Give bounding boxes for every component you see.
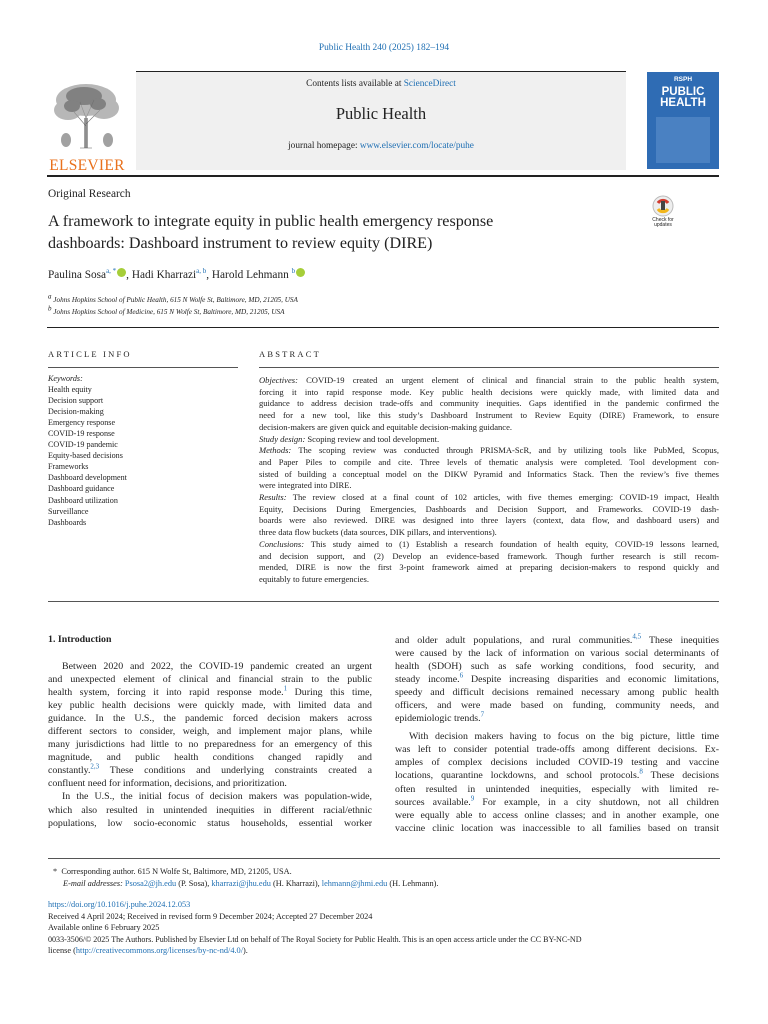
article-info-rule <box>48 367 238 368</box>
text-line <box>48 817 372 830</box>
abstract-section-label: Conclusions: <box>259 538 305 549</box>
text-line <box>395 796 719 809</box>
abstract-line-text: Equity, Decisions During Emergencies, Dashboards and Decision Support, and Frameworks. COVID-19 dash- <box>259 503 719 514</box>
affiliation-a-text: Johns Hopkins School of Public Health, 615 N Wolfe St, Baltimore, MD, 21205, USA <box>53 296 298 304</box>
keyword-item: COVID-19 pandemic <box>48 440 118 450</box>
cover-society: RSPH <box>673 76 693 83</box>
homepage-prefix: journal homepage: <box>288 141 360 151</box>
text-segment: often resulted in unintended inequities, especially with limited re- <box>395 783 719 795</box>
citation-ref[interactable]: 2,3 <box>90 763 100 772</box>
email-kharrazi[interactable]: kharrazi@jhu.edu <box>211 879 271 888</box>
abstract-line <box>259 445 719 457</box>
text-segment: locations, quarantine lockdowns, and school protocols. <box>395 770 640 782</box>
email-sosa[interactable]: Psosa2@jh.edu <box>124 879 177 888</box>
text-segment: magnitude, and public health conditions changed rapidly and <box>48 752 372 764</box>
text-line <box>395 809 719 822</box>
email-kharrazi-owner: (H. Kharrazi), <box>270 879 322 888</box>
publication-info <box>48 899 720 957</box>
text-segment: These conditions and underlying constraints created a <box>99 765 372 777</box>
text-line <box>395 660 719 673</box>
abstract-bottom-rule <box>48 601 719 602</box>
keyword-item: Decision support <box>48 396 104 406</box>
keyword-item: Dashboard guidance <box>48 484 115 494</box>
abstract-line-text: guidance to address decision trade-offs and community inequities. Gaps identified in the pandemic confirmed the <box>259 398 719 409</box>
abstract-line <box>259 539 719 551</box>
journal-header-box <box>136 71 626 170</box>
text-segment: Despite increasing disparities and economic limitations, <box>463 674 719 686</box>
text-line <box>48 725 372 738</box>
citation-ref[interactable]: 6 <box>459 671 464 680</box>
citation-ref[interactable]: 8 <box>639 768 643 777</box>
license-line <box>48 945 720 957</box>
cover-graphic <box>656 117 710 163</box>
text-line <box>48 673 372 686</box>
abstract-body <box>259 375 719 586</box>
text-segment: guidance. In the U.S., the pandemic forced decision makers across <box>48 713 372 725</box>
text-line <box>395 673 719 686</box>
text-line <box>48 790 372 803</box>
author-list <box>48 268 305 281</box>
text-segment: confluent need for information, decisions, and prioritization. <box>48 778 287 790</box>
text-line <box>395 686 719 699</box>
homepage-link[interactable]: www.elsevier.com/locate/puhe <box>359 141 474 151</box>
check-updates-line-1: Check for <box>652 217 674 223</box>
text-line <box>48 660 372 673</box>
abstract-line <box>259 515 719 527</box>
journal-cover <box>647 72 719 169</box>
citation-ref[interactable]: 1 <box>283 684 288 693</box>
article-type: Original Research <box>48 188 131 200</box>
corresponding-author-note <box>53 866 292 878</box>
affiliation-b <box>48 304 298 319</box>
abstract-line-text: sisted of building a conceptual model on the DIKW Pyramid and Informatics Stack. Then the review’s five themes <box>259 468 719 479</box>
asterisk-mark: * <box>53 867 58 876</box>
abstract-section-label: Results: <box>259 492 287 503</box>
email-addresses <box>63 878 438 890</box>
journal-citation[interactable]: Public Health 240 (2025) 182–194 <box>318 43 450 53</box>
text-segment: amples of complex decisions included COVID-19 testing and vaccine <box>395 757 719 769</box>
elsevier-wordmark: ELSEVIER <box>49 157 125 174</box>
check-for-updates-badge[interactable] <box>647 195 679 231</box>
abstract-line-text: boards were also reviewed. DIRE was designed into three layers (context, data flow, and dashboard users) and <box>259 515 719 526</box>
abstract-line <box>259 551 719 563</box>
orcid-icon[interactable] <box>117 268 126 277</box>
abstract-line-text: need for a new tool, like this study’s Dashboard Instrument to Review Equity (DIRE) Framework, to ensure <box>259 410 719 421</box>
author-sosa[interactable]: Paulina Sosa <box>48 269 107 281</box>
elsevier-logo <box>46 78 128 174</box>
keyword-list <box>48 384 238 528</box>
text-line <box>395 699 719 712</box>
contents-prefix: Contents lists available at <box>306 79 404 89</box>
text-line <box>395 769 719 782</box>
orcid-icon[interactable] <box>296 268 305 277</box>
text-line <box>48 804 372 817</box>
article-info-heading: ARTICLE INFO <box>48 349 132 359</box>
abstract-line-text: three data flow buckets (data sources, DIK pillars, and interventions). <box>259 527 497 538</box>
abstract-section-label: Study design: <box>259 433 306 444</box>
author-kharrazi-affil[interactable]: a, b <box>196 267 207 276</box>
text-segment: speedy and difficult decisions remained necessary among public health <box>395 687 719 699</box>
text-segment: and older adult populations, and rural communities. <box>395 635 633 646</box>
received-dates: Received 4 April 2024; Received in revised form 9 December 2024; Accepted 27 December 2024 <box>48 911 373 921</box>
text-line <box>395 647 719 660</box>
text-segment: With decision makers having to focus on the big picture, little time <box>409 731 719 743</box>
elsevier-tree-icon <box>46 78 128 150</box>
doi-link[interactable]: https://doi.org/10.1016/j.puhe.2024.12.053 <box>48 900 191 909</box>
check-updates-icon <box>652 195 674 217</box>
email-sosa-owner: (P. Sosa), <box>176 879 212 888</box>
license-suffix: ). <box>243 946 248 956</box>
citation-ref[interactable]: 7 <box>480 710 485 719</box>
keyword-item: Equity-based decisions <box>48 451 123 461</box>
abstract-line-text: The review closed at a final count of 102 articles, with five themes emerging: COVID-19 impact, Health <box>286 492 719 503</box>
license-link[interactable]: http://creativecommons.org/licenses/by-nc-nd/4.0/ <box>75 946 244 956</box>
abstract-line <box>259 457 719 469</box>
abstract-line-text: decision-makers are given quick and equitable decision-making guidance. <box>259 421 512 432</box>
keyword-item: Decision-making <box>48 407 104 417</box>
text-segment: were equally able to access online classes; and in another example, one <box>395 809 719 821</box>
affiliations <box>48 292 298 318</box>
abstract-line <box>259 574 719 586</box>
text-line <box>395 730 719 743</box>
abstract-line <box>259 480 719 492</box>
abstract-line <box>259 469 719 481</box>
text-segment: epidemiologic trends. <box>395 713 481 725</box>
text-segment: which also resulted in unintended inequities in different racial/ethnic <box>48 804 372 816</box>
abstract-line <box>259 398 719 410</box>
text-line <box>48 764 372 777</box>
affiliations-rule <box>47 327 719 328</box>
text-line <box>395 783 719 796</box>
keyword-item: Dashboard utilization <box>48 495 118 505</box>
text-segment: In the U.S., the initial focus of decision makers was population-wide, <box>62 791 372 803</box>
abstract-line-text: were integrated into DIRE. <box>259 480 352 491</box>
text-line <box>395 756 719 769</box>
keywords-block <box>48 373 238 528</box>
abstract-line <box>259 492 719 504</box>
citation-ref[interactable]: 4,5 <box>632 632 642 641</box>
abstract-line-text: The scoping review was conducted through PRISMA-ScR, and by utilizing tools like PubMed, Scopus, <box>291 445 719 456</box>
keyword-item: Frameworks <box>48 462 89 472</box>
affiliation-a-label: a <box>48 292 52 301</box>
text-segment: Between 2020 and 2022, the COVID-19 pandemic created an urgent <box>62 661 372 672</box>
abstract-line <box>259 527 719 539</box>
text-segment: different sectors to consider, weigh, and implement major plans, while <box>48 726 372 738</box>
abstract-line <box>259 387 719 399</box>
abstract-line-text: and Paper Piles to compile and cite. Three levels of thematic analysis were completed. Tool development con- <box>259 456 719 467</box>
keyword-item: Surveillance <box>48 506 89 516</box>
text-segment: were caused by the lack of information on various social determinants of <box>395 648 719 660</box>
citation-ref[interactable]: 9 <box>470 794 475 803</box>
abstract-line-text: COVID-19 created an urgent element of clinical and financial strain to the public health system, <box>297 375 719 385</box>
text-segment: During this time, <box>287 687 372 699</box>
corresponding-text: Corresponding author. 615 N Wolfe St, Baltimore, MD, 21205, USA. <box>61 867 292 876</box>
abstract-line <box>259 422 719 434</box>
check-updates-line-2: updates <box>654 222 672 228</box>
text-segment: constantly. <box>48 765 91 777</box>
keyword-item: Emergency response <box>48 418 116 428</box>
text-line <box>395 634 719 647</box>
journal-homepage <box>136 141 626 151</box>
text-segment: populations, low socio-economic status households, essential worker <box>48 817 372 829</box>
text-segment: These decisions <box>642 770 719 782</box>
abstract-line <box>259 504 719 516</box>
text-segment: key public health decisions were quickly made, with limited data and <box>48 700 372 712</box>
abstract-line-text: equitably to future emergencies. <box>259 573 369 584</box>
journal-title: Public Health <box>335 104 427 123</box>
text-line <box>48 712 372 725</box>
text-segment: and unexpected element of clinical and financial strain to the public <box>48 674 372 686</box>
copyright-line: 0033-3506/© 2025 The Authors. Published by Elsevier Ltd on behalf of The Royal Society for Public Health. This is an open access article under the CC BY-NC-ND <box>48 934 582 944</box>
author-lehmann-affil[interactable]: b <box>291 267 296 276</box>
affiliation-b-text: Johns Hopkins School of Medicine, 615 N Wolfe St, Baltimore, MD, 21205, USA <box>53 307 285 316</box>
text-segment: officers, and were made based on funding, community needs, and <box>395 700 719 712</box>
keyword-item: Dashboards <box>48 517 87 527</box>
license-prefix: license ( <box>48 946 76 956</box>
abstract-line-text: and decision support, and (2) Develop an evidence-based framework. Though further research is still recom- <box>259 550 719 561</box>
introduction-heading: 1. Introduction <box>48 634 112 645</box>
available-online: Available online 6 February 2025 <box>48 923 160 933</box>
text-segment: health (SDOH) such as safe working conditions, food security, and <box>395 661 719 673</box>
text-segment: For example, in a city shutdown, not all children <box>474 796 719 808</box>
text-segment: vaccine clinic location was inaccessible to all families based on transit <box>395 822 719 834</box>
abstract-line <box>259 375 719 387</box>
article-title-line-2: dashboards: Dashboard instrument to review equity (DIRE) <box>48 234 433 252</box>
text-segment: steady income. <box>395 674 460 686</box>
keywords-label: Keywords: <box>48 374 83 383</box>
author-lehmann[interactable]: , Harold Lehmann <box>206 269 289 281</box>
author-kharrazi[interactable]: , Hadi Kharrazi <box>126 269 197 281</box>
text-segment: sources available. <box>395 796 471 808</box>
email-lehmann[interactable]: lehmann@jhmi.edu <box>321 879 388 888</box>
sciencedirect-link[interactable]: ScienceDirect <box>403 79 456 89</box>
text-line <box>48 777 372 790</box>
affiliation-b-label: b <box>48 304 52 313</box>
text-line <box>395 743 719 756</box>
text-segment: was left to consider potential trade-offs among different decisions. Ex- <box>395 744 719 756</box>
abstract-section-label: Methods: <box>259 445 292 456</box>
introduction-right-column <box>395 634 719 835</box>
contents-line <box>136 79 626 89</box>
keyword-item: COVID-19 response <box>48 429 115 439</box>
article-title <box>48 211 493 254</box>
cover-title-2: HEALTH <box>660 97 706 109</box>
affiliation-a <box>48 292 298 307</box>
abstract-line <box>259 434 719 446</box>
email-lehmann-owner: (H. Lehmann). <box>387 879 439 888</box>
cover-title-1: PUBLIC <box>661 86 705 98</box>
abstract-line <box>259 410 719 422</box>
text-line <box>48 699 372 712</box>
abstract-heading: ABSTRACT <box>259 349 321 359</box>
text-line <box>395 822 719 835</box>
keyword-item: Dashboard development <box>48 473 127 483</box>
text-line <box>395 712 719 725</box>
abstract-line-text: Scoping review and tool development. <box>305 433 440 444</box>
text-line <box>48 686 372 699</box>
text-segment: many jurisdictions had little to no preparedness for an emergency of this <box>48 739 372 751</box>
abstract-rule <box>259 367 719 368</box>
abstract-line-text: This study aimed to (1) Establish a research foundation of health equity, COVID-19 lessons learned, <box>304 538 719 549</box>
text-segment: These inequities <box>641 635 719 646</box>
text-line <box>48 738 372 751</box>
author-sosa-affil[interactable]: a, * <box>106 267 117 276</box>
text-segment: health system, forcing it into rapid response mode. <box>48 687 284 699</box>
keyword-item: Health equity <box>48 385 92 395</box>
abstract-section-label: Objectives: <box>259 375 298 385</box>
article-title-line-1: A framework to integrate equity in public health emergency response <box>48 213 494 230</box>
header-bottom-rule <box>47 175 719 177</box>
abstract-line <box>259 562 719 574</box>
introduction-left-column <box>48 660 372 830</box>
abstract-line-text: mended, DIRE is now the first 3-point framework aimed at preparing decision-makers to respond quickly and <box>259 562 719 573</box>
footnote-rule <box>48 858 720 859</box>
abstract-line-text: forcing it into rapid response mode. Key public health decisions were quickly made, with limited data and <box>259 386 719 397</box>
email-label: E-mail addresses: <box>63 879 123 888</box>
